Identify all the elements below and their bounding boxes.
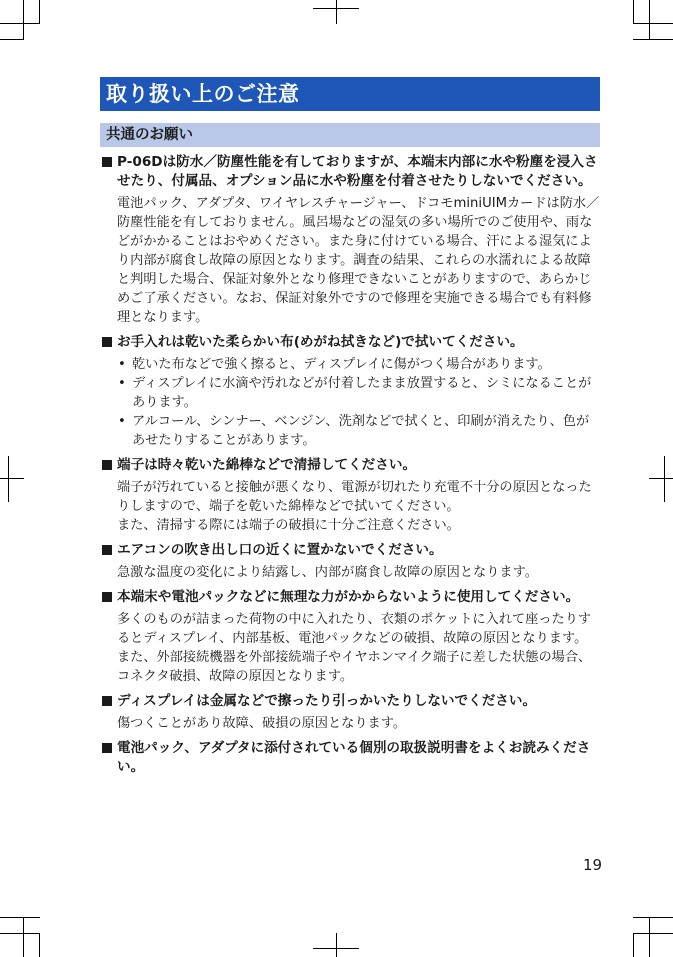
- caution-item-waterproof: [101, 153, 601, 327]
- caution-item-manual: [101, 739, 601, 777]
- caution-body: 多くのものが詰まった荷物の中に入れたり、衣類のポケットに入れて座ったりするとディスプレイ、内部基板、電池パックなどの破損、故障の原因となります。: [117, 612, 592, 646]
- caution-item-terminal: [101, 456, 601, 535]
- caution-item-display: [101, 692, 601, 733]
- caution-heading: お手入れは乾いた柔らかい布(めがね拭きなど)で拭いてください。: [101, 333, 601, 352]
- caution-body: 端子が汚れていると接触が悪くなり、電源が切れたり充電不十分の原因となったりしますので、端子を乾いた綿棒などで拭いてください。: [117, 480, 592, 514]
- caution-heading: 電池パック、アダプタに添付されている個別の取扱説明書をよくお読みください。: [101, 739, 601, 777]
- caution-body: また、清掃する際には端子の破損に十分ご注意ください。: [117, 518, 460, 533]
- caution-list: [101, 153, 601, 777]
- caution-item-aircon: [101, 541, 601, 582]
- section-heading: 共通のお願い: [100, 123, 600, 147]
- page-number: 19: [583, 856, 603, 874]
- caution-heading: 本端末や電池パックなどに無理な力がかからないように使用してください。: [101, 588, 601, 607]
- bullet-list: [117, 355, 601, 450]
- caution-body: また、外部接続機器を外部接続端子やイヤホンマイク端子に差した状態の場合、コネクタ破損、故障の原因となります。: [117, 650, 592, 684]
- caution-heading: エアコンの吹き出し口の近くに置かないでください。: [101, 541, 601, 560]
- page-title: 取り扱い上のご注意: [100, 77, 600, 111]
- caution-item-force: [101, 588, 601, 686]
- caution-heading: 端子は時々乾いた綿棒などで清掃してください。: [101, 456, 601, 475]
- caution-heading: ディスプレイは金属などで擦ったり引っかいたりしないでください。: [101, 692, 601, 711]
- bullet-item: • アルコール、シンナー、ベンジン、洗剤などで拭くと、印刷が消えたり、色があせたりすることがあります。: [117, 412, 601, 450]
- caution-body: 電池パック、アダプタ、ワイヤレスチャージャー、ドコモminiUIMカードは防水／防塵性能を有しておりません。風呂場などの湿気の多い場所でのご使用や、雨などがかかることはおやめください。また身に付けている場合、汗による湿気により内部が腐食し故障の原因となります。調査の結果、これらの水濡れによる故障と判明した場合、保証対象外となり修理できないことがありますので、あらかじめご了承ください。なお、保証対象外ですので修理を実施できる場合でも有料修理となります。: [117, 196, 600, 325]
- bullet-item: • ディスプレイに水滴や汚れなどが付着したまま放置すると、シミになることがあります。: [117, 374, 601, 412]
- caution-item-cleaning: [101, 333, 601, 450]
- caution-body: 傷つくことがあり故障、破損の原因となります。: [117, 716, 407, 731]
- bullet-item: • 乾いた布などで強く擦ると、ディスプレイに傷がつく場合があります。: [117, 355, 601, 374]
- caution-heading: P-06Dは防水／防塵性能を有しておりますが、本端末内部に水や粉塵を浸入させたり、付属品、オプション品に水や粉塵を付着させたりしないでください。: [101, 153, 601, 191]
- caution-body: 急激な温度の変化により結露し、内部が腐食し故障の原因となります。: [117, 565, 538, 580]
